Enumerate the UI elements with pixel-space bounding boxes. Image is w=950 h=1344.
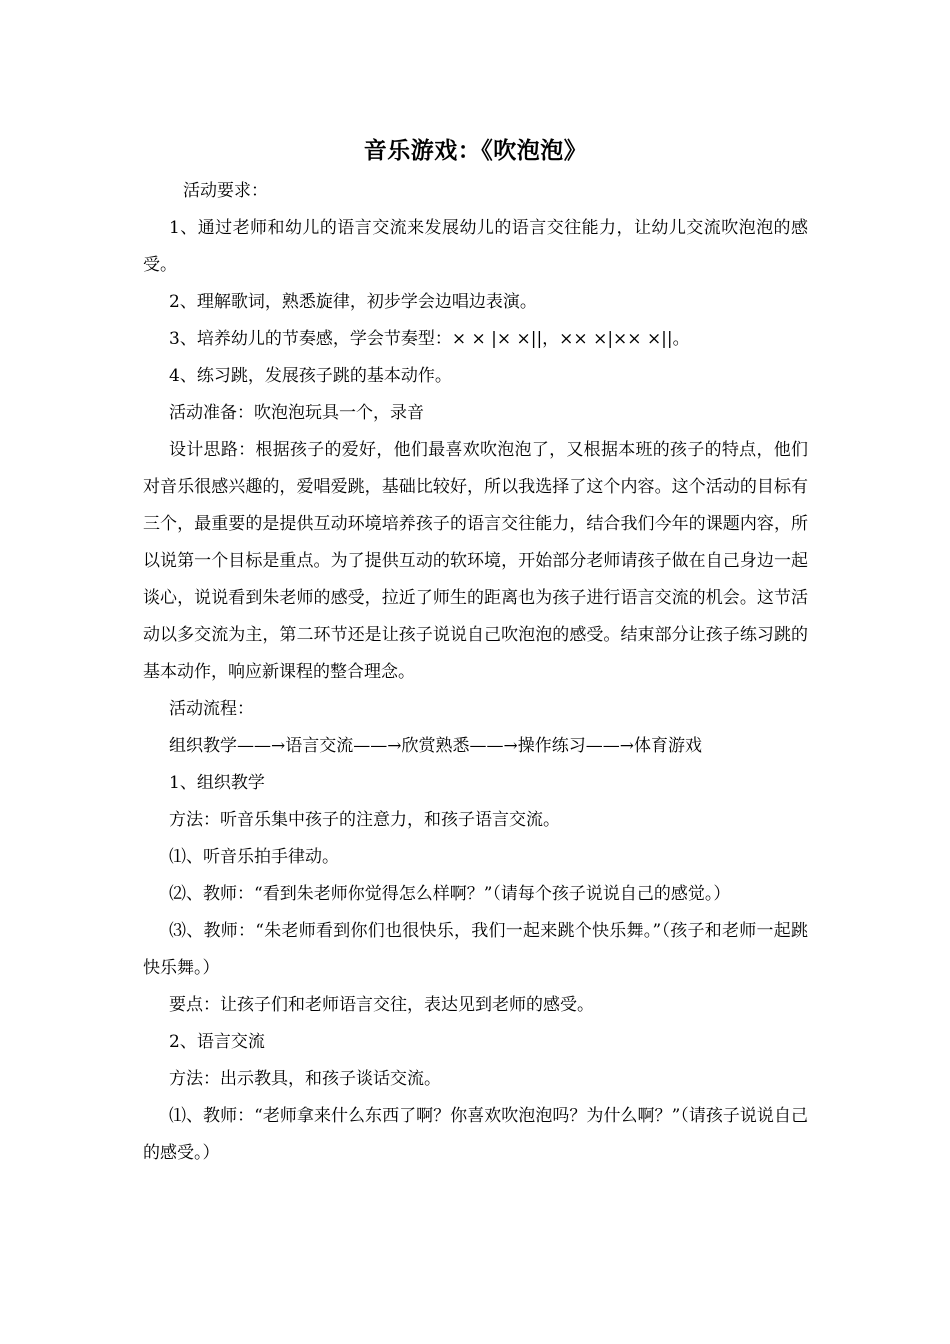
- requirement-item-1: 1、通过老师和幼儿的语言交流来发展幼儿的语言交往能力，让幼儿交流吹泡泡的感受。: [143, 218, 808, 275]
- flow-step: 欣赏熟悉: [401, 736, 470, 756]
- activity-preparation: 活动准备：吹泡泡玩具一个，录音: [169, 403, 424, 423]
- section2-heading: 2、语言交流: [169, 1032, 265, 1052]
- section2-step-1: ⑴、教师：“老师拿来什么东西了啊？你喜欢吹泡泡吗？为什么啊？”（请孩子说说自己的感受。）: [143, 1106, 808, 1163]
- flow-step: 语言交流: [285, 736, 354, 756]
- document-title: 音乐游戏：《吹泡泡》: [363, 137, 588, 164]
- flow-step: 体育游戏: [634, 736, 702, 756]
- section1-step-3: ⑶、教师：“朱老师看到你们也很快乐，我们一起来跳个快乐舞。”（孩子和老师一起跳快乐舞。）: [143, 921, 808, 978]
- requirement-item-2: 2、理解歌词，熟悉旋律，初步学会边唱边表演。: [169, 292, 537, 312]
- design-idea-paragraph: 设计思路：根据孩子的爱好，他们最喜欢吹泡泡了，又根据本班的孩子的特点，他们对音乐很感兴趣的，爱唱爱跳，基础比较好，所以我选择了这个内容。这个活动的目标有三个，最重要的是提供互动环境培养孩子的语言交往能力，结合我们今年的课题内容，所以说第一个目标是重点。为了提供互动的软环境，开始部分老师请孩子做在自己身边一起谈心，说说看到朱老师的感受，拉近了师生的距离也为孩子进行语言交流的机会。这节活动以多交流为主，第二环节还是让孩子说说自己吹泡泡的感受。结束部分让孩子练习跳的基本动作，响应新课程的整合理念。: [143, 440, 808, 682]
- flow-arrow: ——→: [469, 736, 518, 756]
- requirements-heading: 活动要求：: [183, 181, 268, 201]
- flow-step: 组织教学: [169, 736, 237, 756]
- section1-step-1: ⑴、听音乐拍手律动。: [169, 847, 339, 867]
- flow-arrow: ——→: [585, 736, 634, 756]
- process-heading: 活动流程：: [169, 699, 254, 719]
- flow-arrow: ——→: [237, 736, 286, 756]
- requirement-item-3: 3、培养幼儿的节奏感，学会节奏型：× × |× ×||，×× ×|×× ×||。: [169, 329, 690, 349]
- document-body: [143, 128, 808, 1172]
- section2-method: 方法：出示教具，和孩子谈话交流。: [169, 1069, 441, 1089]
- section1-key-point: 要点：让孩子们和老师语言交往，表达见到老师的感受。: [169, 995, 594, 1015]
- flow-arrow: ——→: [353, 736, 402, 756]
- section1-heading: 1、组织教学: [169, 773, 265, 793]
- requirement-item-4: 4、练习跳，发展孩子跳的基本动作。: [169, 366, 452, 386]
- section1-method: 方法：听音乐集中孩子的注意力，和孩子语言交流。: [169, 810, 560, 830]
- section1-step-2: ⑵、教师：“看到朱老师你觉得怎么样啊？”（请每个孩子说说自己的感觉。）: [169, 884, 731, 904]
- flow-step: 操作练习: [517, 736, 586, 756]
- process-flow: [143, 728, 808, 765]
